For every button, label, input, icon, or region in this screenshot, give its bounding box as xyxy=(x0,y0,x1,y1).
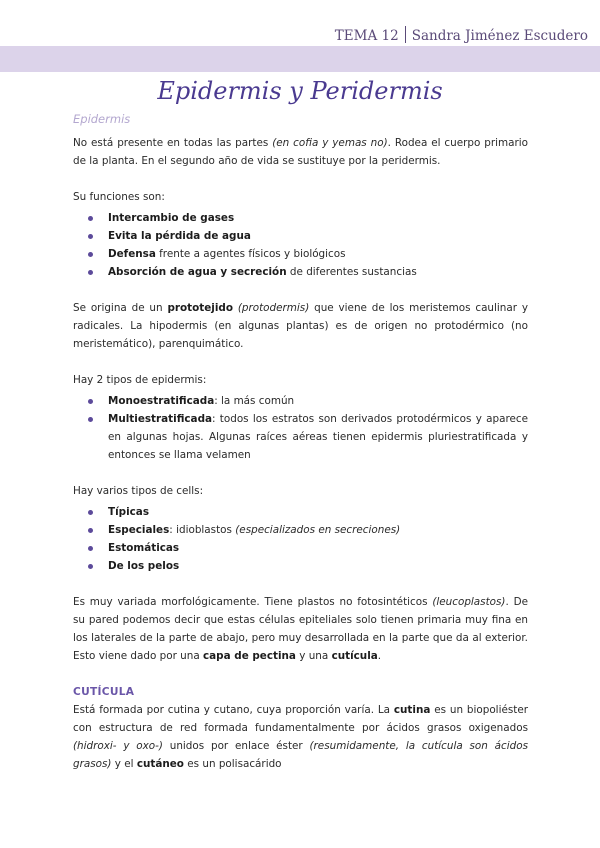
bullet-icon xyxy=(88,417,93,422)
bullet-icon xyxy=(88,252,93,257)
bullet-icon xyxy=(88,510,93,515)
bullet-icon xyxy=(88,564,93,569)
section-heading-epidermis: Epidermis xyxy=(73,112,131,126)
cells-lead: Hay varios tipos de cells: xyxy=(73,485,204,497)
functions-lead: Su funciones son: xyxy=(73,191,165,203)
list-item: Especiales: idioblastos (especializados en secreciones) xyxy=(73,521,528,539)
bullet-icon xyxy=(88,399,93,404)
list-item: Defensa frente a agentes físicos y biológicos xyxy=(73,245,528,263)
bullet-icon xyxy=(88,216,93,221)
origin-paragraph: Se origina de un prototejido (protodermis) que viene de los meristemos caulinar y radicales. La hipodermis (en algunas plantas) es de origen no protodérmico (no meristemático), parenquimático. xyxy=(73,302,528,350)
types-list xyxy=(73,392,528,464)
header-separator xyxy=(405,26,406,43)
cells-list xyxy=(73,503,528,575)
bullet-icon xyxy=(88,234,93,239)
list-item: Típicas xyxy=(73,503,528,521)
list-item: Multiestratificada: todos los estratos son derivados protodérmicos y aparece en algunas hojas. Algunas raíces aéreas tienen epidermis pluriestratificada y entonces se llama velamen xyxy=(73,410,528,464)
list-item: Evita la pérdida de agua xyxy=(73,227,528,245)
types-lead: Hay 2 tipos de epidermis: xyxy=(73,374,207,386)
functions-list xyxy=(73,209,528,281)
header-band xyxy=(0,46,600,72)
bullet-icon xyxy=(88,546,93,551)
document-title: Epidermis y Peridermis xyxy=(157,77,443,105)
bullet-icon xyxy=(88,528,93,533)
morphology-paragraph: Es muy variada morfológicamente. Tiene plastos no fotosintéticos (leucoplastos). De su pared podemos decir que estas células epiteliales solo tienen primaria muy fina en los laterales de la parte de abajo, pero muy desarrollada en la parte que da al exterior. Esto viene dado por una capa de pectina y una cutícula. xyxy=(73,596,528,662)
bullet-icon xyxy=(88,270,93,275)
list-item: De los pelos xyxy=(73,557,528,575)
list-item: Monoestratificada: la más común xyxy=(73,392,528,410)
header-author: Sandra Jiménez Escudero xyxy=(411,28,588,44)
list-item: Estomáticas xyxy=(73,539,528,557)
list-item: Absorción de agua y secreción de diferentes sustancias xyxy=(73,263,528,281)
list-item: Intercambio de gases xyxy=(73,209,528,227)
section-heading-cuticula: CUTÍCULA xyxy=(73,686,135,698)
document-body xyxy=(73,110,528,773)
header-text xyxy=(335,26,588,44)
intro-paragraph: No está presente en todas las partes (en cofia y yemas no). Rodea el cuerpo primario de la planta. En el segundo año de vida se sustituye por la peridermis. xyxy=(73,137,529,167)
header-topic: TEMA 12 xyxy=(334,28,399,44)
cuticula-paragraph: Está formada por cutina y cutano, cuya proporción varía. La cutina es un biopoliéster con estructura de red formada fundamentalmente por ácidos grasos oxigenados (hidroxi- y oxo-) unidos por enlace éster (resumidamente, la cutícula son ácidos grasos) y el cutáneo es un polisacárido xyxy=(73,704,529,770)
